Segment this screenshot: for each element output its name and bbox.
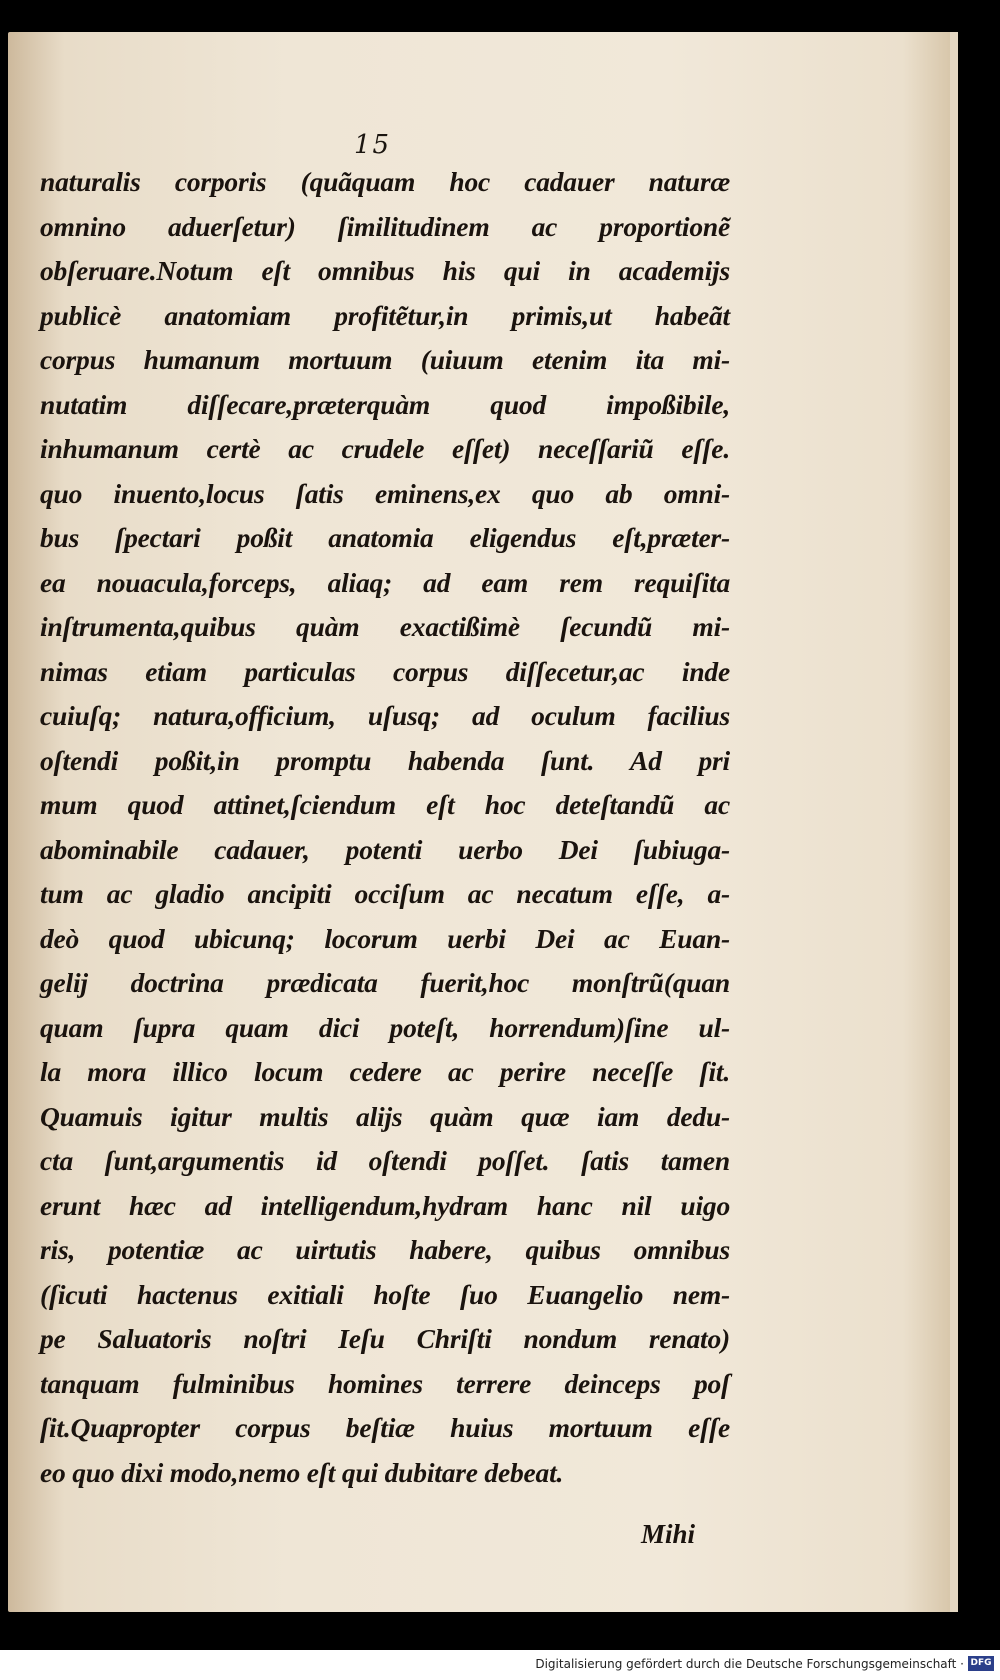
text-line: omnino aduerſetur) ſimilitudinem ac proportionẽ [40,210,730,242]
text-line: nimas etiam particulas corpus diſſecetur,ac inde [40,655,730,687]
text-line: erunt hæc ad intelligendum,hydram hanc nil uigo [40,1189,730,1221]
text-line: naturalis corporis (quãquam hoc cadauer naturæ [40,166,730,197]
text-line: deò quod ubicunq; locorum uerbi Dei ac Euan- [40,922,730,954]
catchword: Mihi [641,1519,696,1549]
text-line: cuiuſq; natura,officium, uſusq; ad oculum facilius [40,700,730,731]
text-line: tum ac gladio ancipiti occiſum ac necatum eſſe, a- [40,878,730,909]
text-line: obſeruare.Notum eſt omnibus his qui in academijs [40,255,730,286]
text-line: tanquam fulminibus homines terrere deinceps poſ [40,1367,730,1399]
text-line: bus ſpectari poßit anatomia eligendus eſt,præter- [40,522,730,553]
text-line: gelij doctrina prædicata fuerit,hoc monſtrũ(quan [40,967,730,998]
body-text [40,160,730,1495]
text-line: cta ſunt,argumentis id oſtendi poſſet. ſatis tamen [40,1145,730,1176]
digitization-credit: Digitalisierung gefördert durch die Deutsche Forschungsgemeinschaft · [535,1657,964,1671]
text-line: abominabile cadauer, potenti uerbo Dei ſubiuga- [40,833,730,865]
text-line: inſtrumenta,quibus quàm exactißimè ſecundũ mi- [40,611,730,642]
text-line: la mora illico locum cedere ac perire neceſſe ſit. [40,1056,730,1087]
text-line: nutatim diſſecare,præterquàm quod impoßibile, [40,388,730,420]
text-line: oſtendi poßit,in promptu habenda ſunt. Ad pri [40,744,730,776]
text-line: publicè anatomiam profitẽtur,in primis,ut habeãt [40,299,730,331]
text-line: eo quo dixi modo,nemo eſt qui dubitare debeat. [40,1456,564,1488]
text-line: Quamuis igitur multis alijs quàm quæ iam dedu- [40,1100,730,1132]
page-number: 15 [354,130,392,160]
page-edge [950,32,958,1612]
text-line: pe Saluatoris noſtri Ieſu Chriſti nondum renato) [40,1323,730,1354]
text-line: (ſicuti hactenus exitiali hoſte ſuo Euangelio nem- [40,1278,730,1310]
text-line: inhumanum certè ac crudele eſſet) neceſſariũ eſſe. [40,433,730,464]
text-line: quo inuento,locus ſatis eminens,ex quo ab omni- [40,477,730,509]
text-line: quam ſupra quam dici poteſt, horrendum)ſine ul- [40,1011,730,1043]
text-line: ea nouacula,forceps, aliaq; ad eam rem requiſita [40,566,730,598]
text-line: corpus humanum mortuum (uiuum etenim ita mi- [40,344,730,375]
text-line: mum quod attinet,ſciendum eſt hoc deteſtandũ ac [40,789,730,820]
text-line: ſit.Quapropter corpus beſtiæ huius mortuum eſſe [40,1412,730,1443]
dfg-logo: DFG [968,1656,994,1671]
text-line: ris, potentiæ ac uirtutis habere, quibus omnibus [40,1234,730,1265]
